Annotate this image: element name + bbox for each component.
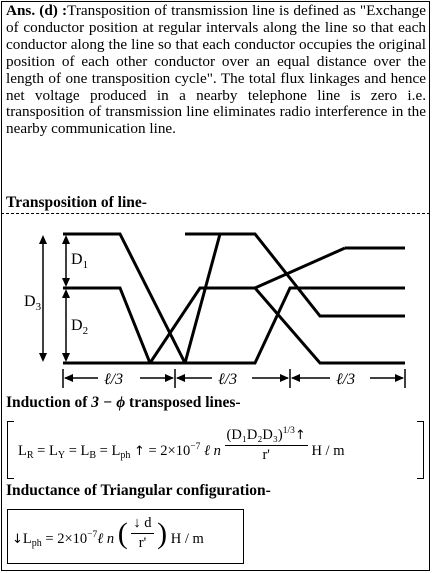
eq1-denominator: r' bbox=[262, 447, 270, 463]
eq2-exp: −7 bbox=[87, 530, 98, 540]
eq1-num-exp: 1/3 bbox=[282, 426, 295, 436]
eq1-eq-4: = bbox=[144, 442, 161, 459]
section-title-triangular: Inductance of Triangular configuration- bbox=[6, 482, 271, 499]
eq1-ly-sub: Y bbox=[57, 449, 66, 461]
eq2-eq: = bbox=[41, 531, 58, 547]
d1-arrow-head-top bbox=[62, 235, 70, 244]
eq2-unit: H / m bbox=[170, 531, 204, 547]
d1-label: $D_1$ bbox=[71, 251, 89, 271]
induction-minus: − bbox=[99, 394, 117, 411]
eq2-ln: ℓ n bbox=[97, 531, 115, 547]
eq1-left-bracket bbox=[7, 421, 14, 479]
section-divider bbox=[1, 213, 430, 214]
equation-line-triangular bbox=[12, 515, 204, 552]
eq2-denominator: r' bbox=[138, 535, 147, 551]
induction-title-a: Induction of bbox=[6, 394, 92, 411]
eq1-eq-2: = bbox=[65, 442, 81, 459]
eq1-lr-sub: R bbox=[26, 449, 34, 461]
eq1-num-up-arrow-icon: ↑ bbox=[294, 428, 306, 443]
eq2-paren-open: ( bbox=[117, 516, 128, 550]
eq1-fraction bbox=[225, 426, 308, 464]
segment-arrow-1a-head bbox=[64, 374, 73, 382]
section-title-induction bbox=[6, 394, 241, 412]
segment-arrow-3a-head bbox=[291, 374, 300, 382]
segment-arrow-1b-head bbox=[165, 374, 174, 382]
d2-arrow-head-bottom bbox=[62, 353, 70, 362]
segment-arrow-3b-head bbox=[395, 374, 404, 382]
eq1-coef: 2×10 bbox=[160, 442, 191, 459]
eq2-lph-sub: ph bbox=[31, 538, 42, 549]
eq2-paren-close: ) bbox=[157, 516, 168, 550]
eq1-up-arrow-icon: ↑ bbox=[133, 443, 145, 459]
section-title-transposition: Transposition of line- bbox=[6, 194, 147, 211]
eq1-ln: ℓ n bbox=[203, 442, 221, 459]
answer-lead: Ans. (d) bbox=[6, 2, 58, 19]
transposition-diagram bbox=[0, 220, 433, 392]
eq1-right-bracket bbox=[417, 421, 424, 479]
answer-colon: : bbox=[57, 2, 68, 19]
answer-paragraph bbox=[6, 3, 426, 138]
eq2-coef: 2×10 bbox=[57, 531, 88, 547]
conductor-line-3c bbox=[255, 248, 345, 288]
eq2-down-arrow-icon: ↓ bbox=[12, 532, 23, 547]
eq1-lph: L bbox=[111, 442, 121, 459]
segment-label-1: ℓ/3 bbox=[104, 371, 124, 388]
eq1-lph-sub: ph bbox=[120, 449, 131, 461]
induction-title-b: transposed lines- bbox=[125, 394, 241, 411]
eq1-eq-3: = bbox=[96, 442, 112, 459]
eq1-exp: −7 bbox=[190, 441, 201, 452]
eq1-lr: L bbox=[18, 442, 27, 459]
induction-phi: ϕ bbox=[116, 394, 126, 411]
d2-arrow-head-top bbox=[62, 289, 70, 298]
segment-arrow-2a-head bbox=[176, 374, 185, 382]
eq1-lb-sub: B bbox=[89, 449, 97, 461]
induction-three: 3 bbox=[91, 394, 100, 411]
eq1-ly: L bbox=[48, 442, 58, 459]
segment-label-3: ℓ/3 bbox=[336, 371, 356, 388]
equation-line-inductance bbox=[18, 426, 344, 464]
conductor-line-2 bbox=[63, 234, 405, 363]
eq1-eq-1: = bbox=[33, 442, 49, 459]
d2-label: $D_2$ bbox=[71, 317, 89, 337]
d3-arrow-head-bottom bbox=[39, 353, 47, 362]
eq1-lb: L bbox=[80, 442, 90, 459]
eq2-numerator: ↓ d bbox=[131, 515, 153, 534]
eq2-fraction bbox=[131, 515, 153, 552]
eq1-unit: H / m bbox=[311, 442, 345, 459]
segment-label-2: ℓ/3 bbox=[218, 371, 238, 388]
d3-arrow-head-top bbox=[39, 235, 47, 244]
eq2-lph: L bbox=[22, 531, 32, 547]
eq1-numerator: (D₁D₂D₃) bbox=[226, 427, 283, 443]
conductor-line-3 bbox=[63, 288, 405, 363]
segment-arrow-2b-head bbox=[280, 374, 289, 382]
conductor-line-1 bbox=[63, 234, 405, 363]
d3-label: $D_3$ bbox=[24, 293, 42, 313]
d1-arrow-head-bottom bbox=[62, 278, 70, 287]
answer-text: Transposition of transmission line is defined as "Exchange of conductor position at regular intervals along the line so that each conductor along the line so that each conductor occupies the original position of each other conductor over an equal distance over the length of one transposition cycle". The total flux linkages and hence net voltage produced in a nearby telephone line is zero i.e. transposition of transmission line eliminates radio interference in the nearby communication line. bbox=[6, 2, 427, 138]
